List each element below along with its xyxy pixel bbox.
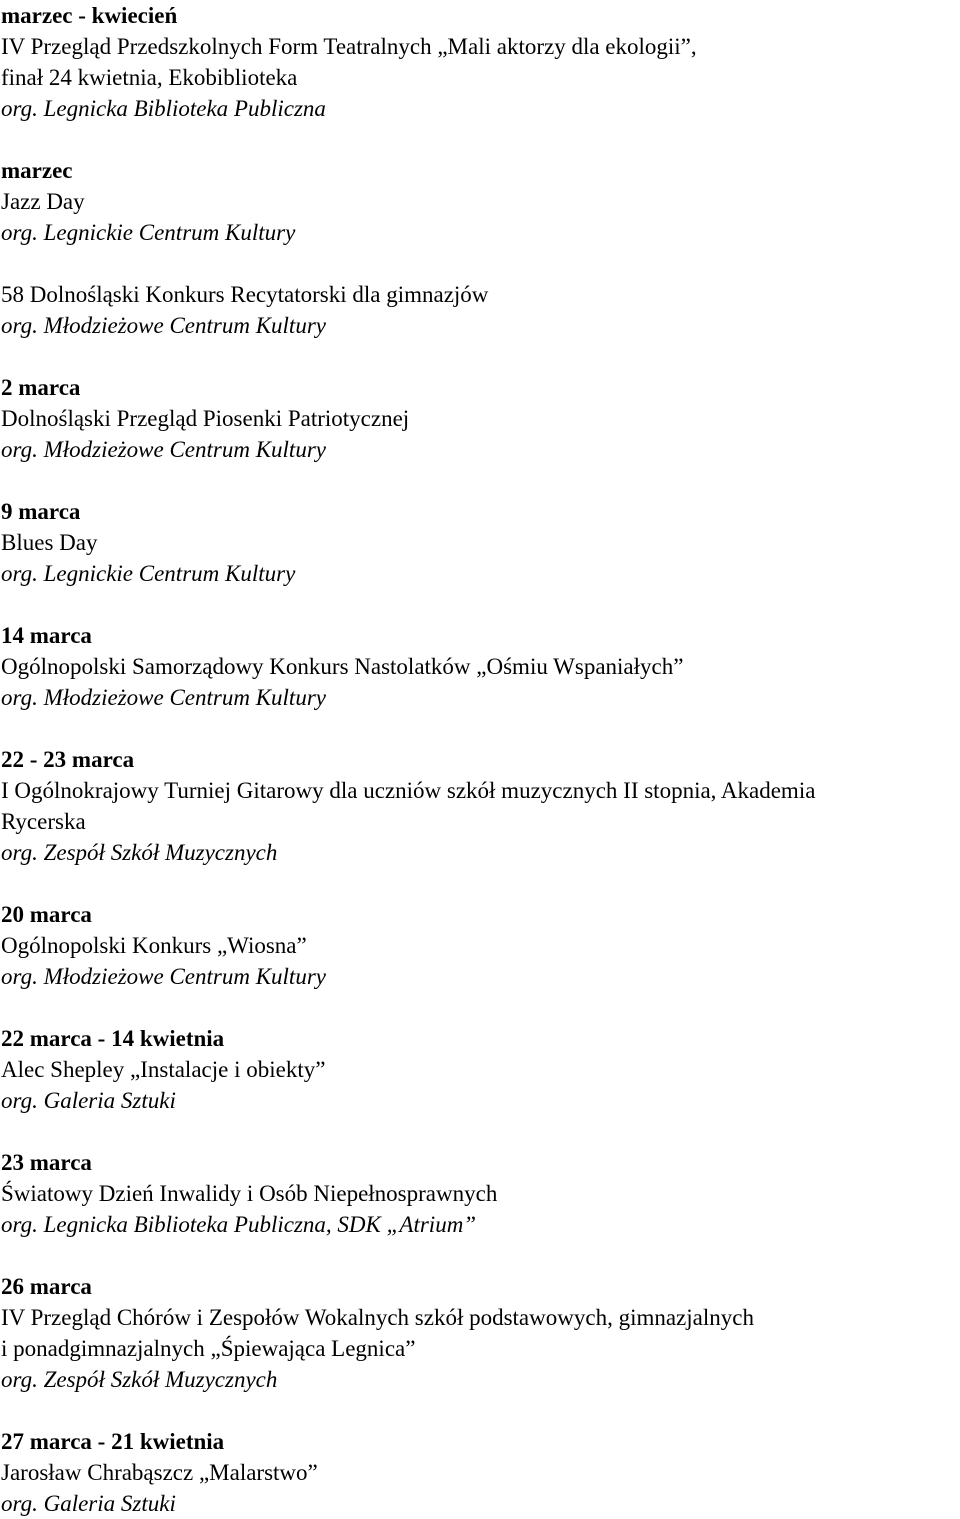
event-entry [1,372,960,465]
event-date: 22 - 23 marca [1,747,135,772]
event-title: Światowy Dzień Inwalidy i Osób Niepełnosprawnych [1,1181,498,1206]
event-organizer: org. Młodzieżowe Centrum Kultury [1,437,326,462]
event-title: i ponadgimnazjalnych „Śpiewająca Legnica” [1,1336,416,1361]
event-date: 23 marca [1,1150,92,1175]
event-title: Jazz Day [1,189,85,214]
event-organizer: org. Legnickie Centrum Kultury [1,561,296,586]
event-organizer: org. Galeria Sztuki [1,1088,176,1113]
event-title: IV Przegląd Przedszkolnych Form Teatralnych „Mali aktorzy dla ekologii”, [1,34,697,59]
event-date: 22 marca - 14 kwietnia [1,1026,225,1051]
event-entry [1,1426,960,1519]
event-date: 27 marca - 21 kwietnia [1,1429,225,1454]
event-entry [1,1271,960,1395]
event-title: Jarosław Chrabąszcz „Malarstwo” [1,1460,318,1485]
event-date: marzec [1,158,73,183]
event-entry [1,0,960,124]
event-title: I Ogólnokrajowy Turniej Gitarowy dla uczniów szkół muzycznych II stopnia, Akademia [1,778,816,803]
event-title: finał 24 kwietnia, Ekobiblioteka [1,65,298,90]
event-entry [1,620,960,713]
event-entry [1,1147,960,1240]
event-organizer: org. Młodzieżowe Centrum Kultury [1,685,326,710]
event-list [1,0,960,1519]
event-entry [1,744,960,868]
event-date: 2 marca [1,375,81,400]
event-title: Alec Shepley „Instalacje i obiekty” [1,1057,326,1082]
event-organizer: org. Zespół Szkół Muzycznych [1,1367,278,1392]
event-title: Blues Day [1,530,98,555]
event-organizer: org. Młodzieżowe Centrum Kultury [1,313,326,338]
event-date: 9 marca [1,499,81,524]
event-title: Ogólnopolski Konkurs „Wiosna” [1,933,307,958]
event-organizer: org. Legnicka Biblioteka Publiczna [1,96,326,121]
event-date: marzec - kwiecień [1,3,178,28]
event-title: Ogólnopolski Samorządowy Konkurs Nastolatków „Ośmiu Wspaniałych” [1,654,684,679]
event-entry [1,496,960,589]
event-date: 14 marca [1,623,92,648]
event-title: Rycerska [1,809,86,834]
event-title: 58 Dolnośląski Konkurs Recytatorski dla gimnazjów [1,282,489,307]
event-date: 20 marca [1,902,92,927]
event-title: IV Przegląd Chórów i Zespołów Wokalnych szkół podstawowych, gimnazjalnych [1,1305,754,1330]
event-entry [1,1023,960,1116]
event-organizer: org. Legnicka Biblioteka Publiczna, SDK „Atrium” [1,1212,477,1237]
event-entry [1,155,960,248]
event-organizer: org. Młodzieżowe Centrum Kultury [1,964,326,989]
event-date: 26 marca [1,1274,92,1299]
event-organizer: org. Zespół Szkół Muzycznych [1,840,278,865]
event-organizer: org. Legnickie Centrum Kultury [1,220,296,245]
event-organizer: org. Galeria Sztuki [1,1491,176,1516]
event-entry [1,899,960,992]
event-title: Dolnośląski Przegląd Piosenki Patriotycznej [1,406,410,431]
event-entry [1,279,960,341]
